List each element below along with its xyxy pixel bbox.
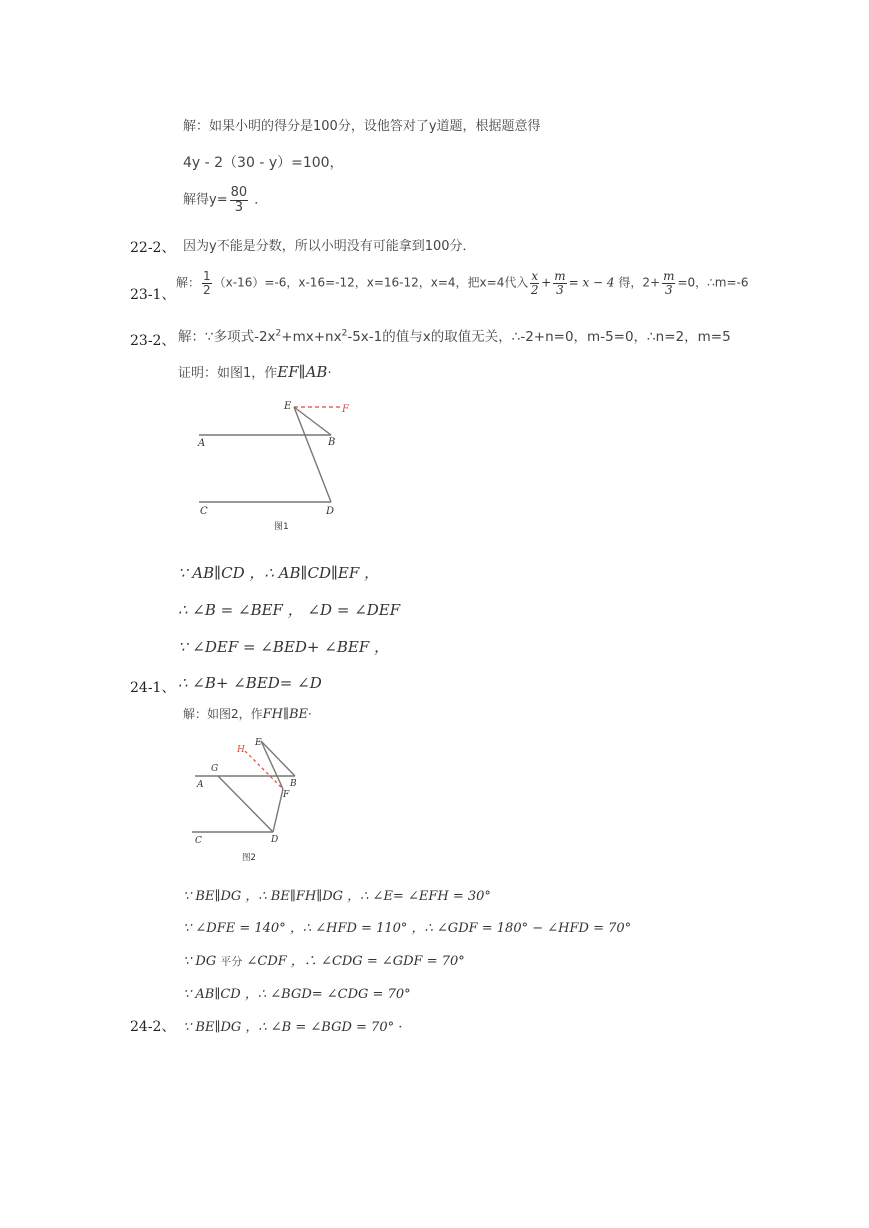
label-c: C	[195, 836, 202, 846]
q22-1-equation: 4y - 2（30 - y）=100，	[183, 155, 344, 171]
figure-caption: 图2	[242, 853, 256, 863]
q22-2-label: 22-2、	[130, 240, 176, 256]
fraction-numerator: 80	[230, 185, 248, 200]
label-h: H	[237, 745, 245, 755]
q23-2-mid: +mx+nx	[281, 329, 342, 345]
q24-2-label: 24-2、	[130, 1019, 176, 1035]
dashed-fh	[245, 751, 283, 789]
figure-2	[185, 733, 315, 868]
fraction-denominator: 2	[530, 282, 539, 297]
step3-pre: ∵ DG	[183, 954, 217, 969]
label-f: F	[283, 790, 290, 800]
q24-1-label: 24-1、	[130, 680, 176, 696]
label-d: D	[271, 835, 279, 845]
fraction-denominator: 3	[234, 199, 243, 215]
q23-1-m-over-3	[553, 270, 566, 296]
q24-2-step1: ∵ BE∥DG ，∴ BE∥FH∥DG ，∴ ∠E= ∠EFH = 30°	[183, 889, 491, 904]
fraction-numerator: m	[554, 269, 566, 283]
q23-1-prefix: 解：	[176, 275, 201, 290]
segment-gd	[218, 776, 273, 832]
q24-2-intro	[183, 705, 312, 722]
segment-eb	[261, 741, 295, 776]
q23-2-post: -5x-1的值与x的取值无关，∴-2+n=0，m-5=0，∴n=2，m=5	[347, 329, 731, 345]
q23-1-m-over-3-b	[662, 270, 675, 296]
proof-prefix: 证明：如图1，作	[178, 366, 278, 381]
q23-2-sup2: 2	[341, 328, 348, 339]
q23-2-pre: 解：∵多项式-2x	[178, 329, 276, 345]
proof-math: EF∥AB	[277, 363, 328, 381]
label-g: G	[211, 764, 219, 774]
q24-1-step4: ∴ ∠B+ ∠BED= ∠D	[178, 674, 322, 692]
q22-1-fraction	[230, 186, 249, 214]
q22-1-line1: 解：如果小明的得分是100分，设他答对了y道题，根据题意得	[183, 119, 541, 134]
label-c: C	[200, 506, 208, 517]
label-f: F	[342, 404, 349, 415]
q23-1-x-over-2	[530, 270, 539, 296]
q24-2-step2: ∵ ∠DFE = 140° ，∴ ∠HFD = 110° ，∴ ∠GDF = 180° − ∠HFD = 70°	[183, 921, 632, 936]
q22-2-text: 因为y不能是分数，所以小明没有可能拿到100分．	[183, 239, 476, 254]
q23-2-label: 23-2、	[130, 333, 176, 349]
q23-1-plus: +	[541, 275, 552, 290]
q24-1-step2: ∴ ∠B = ∠BEF ， ∠D = ∠DEF	[178, 601, 401, 619]
step3-bisect: 平分	[220, 955, 243, 968]
q23-1-label: 23-1、	[130, 287, 176, 303]
q24-1-step3: ∵ ∠DEF = ∠BED+ ∠BEF ，	[178, 638, 389, 656]
label-a: A	[198, 438, 206, 449]
fraction-denominator: 3	[664, 282, 673, 297]
fraction-numerator: x	[531, 269, 539, 283]
label-a: A	[197, 780, 204, 790]
proof-suffix: ·	[327, 366, 332, 381]
q22-1-result-prefix: 解得y=	[183, 192, 228, 208]
label-b: B	[328, 437, 336, 448]
q22-1-result	[183, 186, 267, 214]
q24-2-step3	[183, 950, 465, 969]
q24-1-proof-intro	[178, 362, 332, 381]
label-e: E	[255, 738, 262, 748]
q24-2-step4: ∵ AB∥CD ，∴ ∠BGD= ∠CDG = 70°	[183, 987, 411, 1002]
q23-1-text2: 得，2+	[618, 275, 661, 290]
sol-suffix: ·	[308, 707, 312, 721]
label-b: B	[290, 779, 297, 789]
q23-2-text	[178, 325, 731, 345]
sol-prefix: 解：如图2，作	[183, 707, 263, 721]
q22-1-result-suffix: ．	[254, 192, 268, 208]
label-d: D	[326, 506, 335, 517]
q24-2-step5: ∵ BE∥DG ，∴ ∠B = ∠BGD = 70° ·	[183, 1020, 403, 1035]
q23-1-eq-rest: = x − 4	[568, 275, 615, 290]
fraction-denominator: 2	[203, 282, 211, 297]
q23-1-text	[176, 270, 749, 296]
q24-1-step1: ∵ AB∥CD ，∴ AB∥CD∥EF ，	[178, 564, 380, 582]
label-e: E	[284, 401, 292, 412]
sol-math: FH∥BE	[262, 707, 309, 722]
figure-1	[190, 395, 390, 535]
fraction-denominator: 3	[556, 282, 564, 297]
q23-1-text1: （x-16）=-6，x-16=-12，x=16-12，x=4，把x=4代入	[213, 275, 529, 290]
fraction-numerator: 1	[203, 269, 211, 283]
q23-2-sup1: 2	[275, 328, 282, 339]
q23-1-text3: =0，∴m=-6	[677, 275, 749, 290]
segment-ef	[261, 741, 283, 789]
step3-post: ∠CDF ，∴ ∠CDG = ∠GDF = 70°	[246, 954, 465, 969]
q23-1-half	[202, 270, 212, 296]
segment-fd	[273, 789, 283, 832]
figure-caption: 图1	[274, 522, 289, 532]
fraction-numerator: m	[663, 269, 675, 283]
